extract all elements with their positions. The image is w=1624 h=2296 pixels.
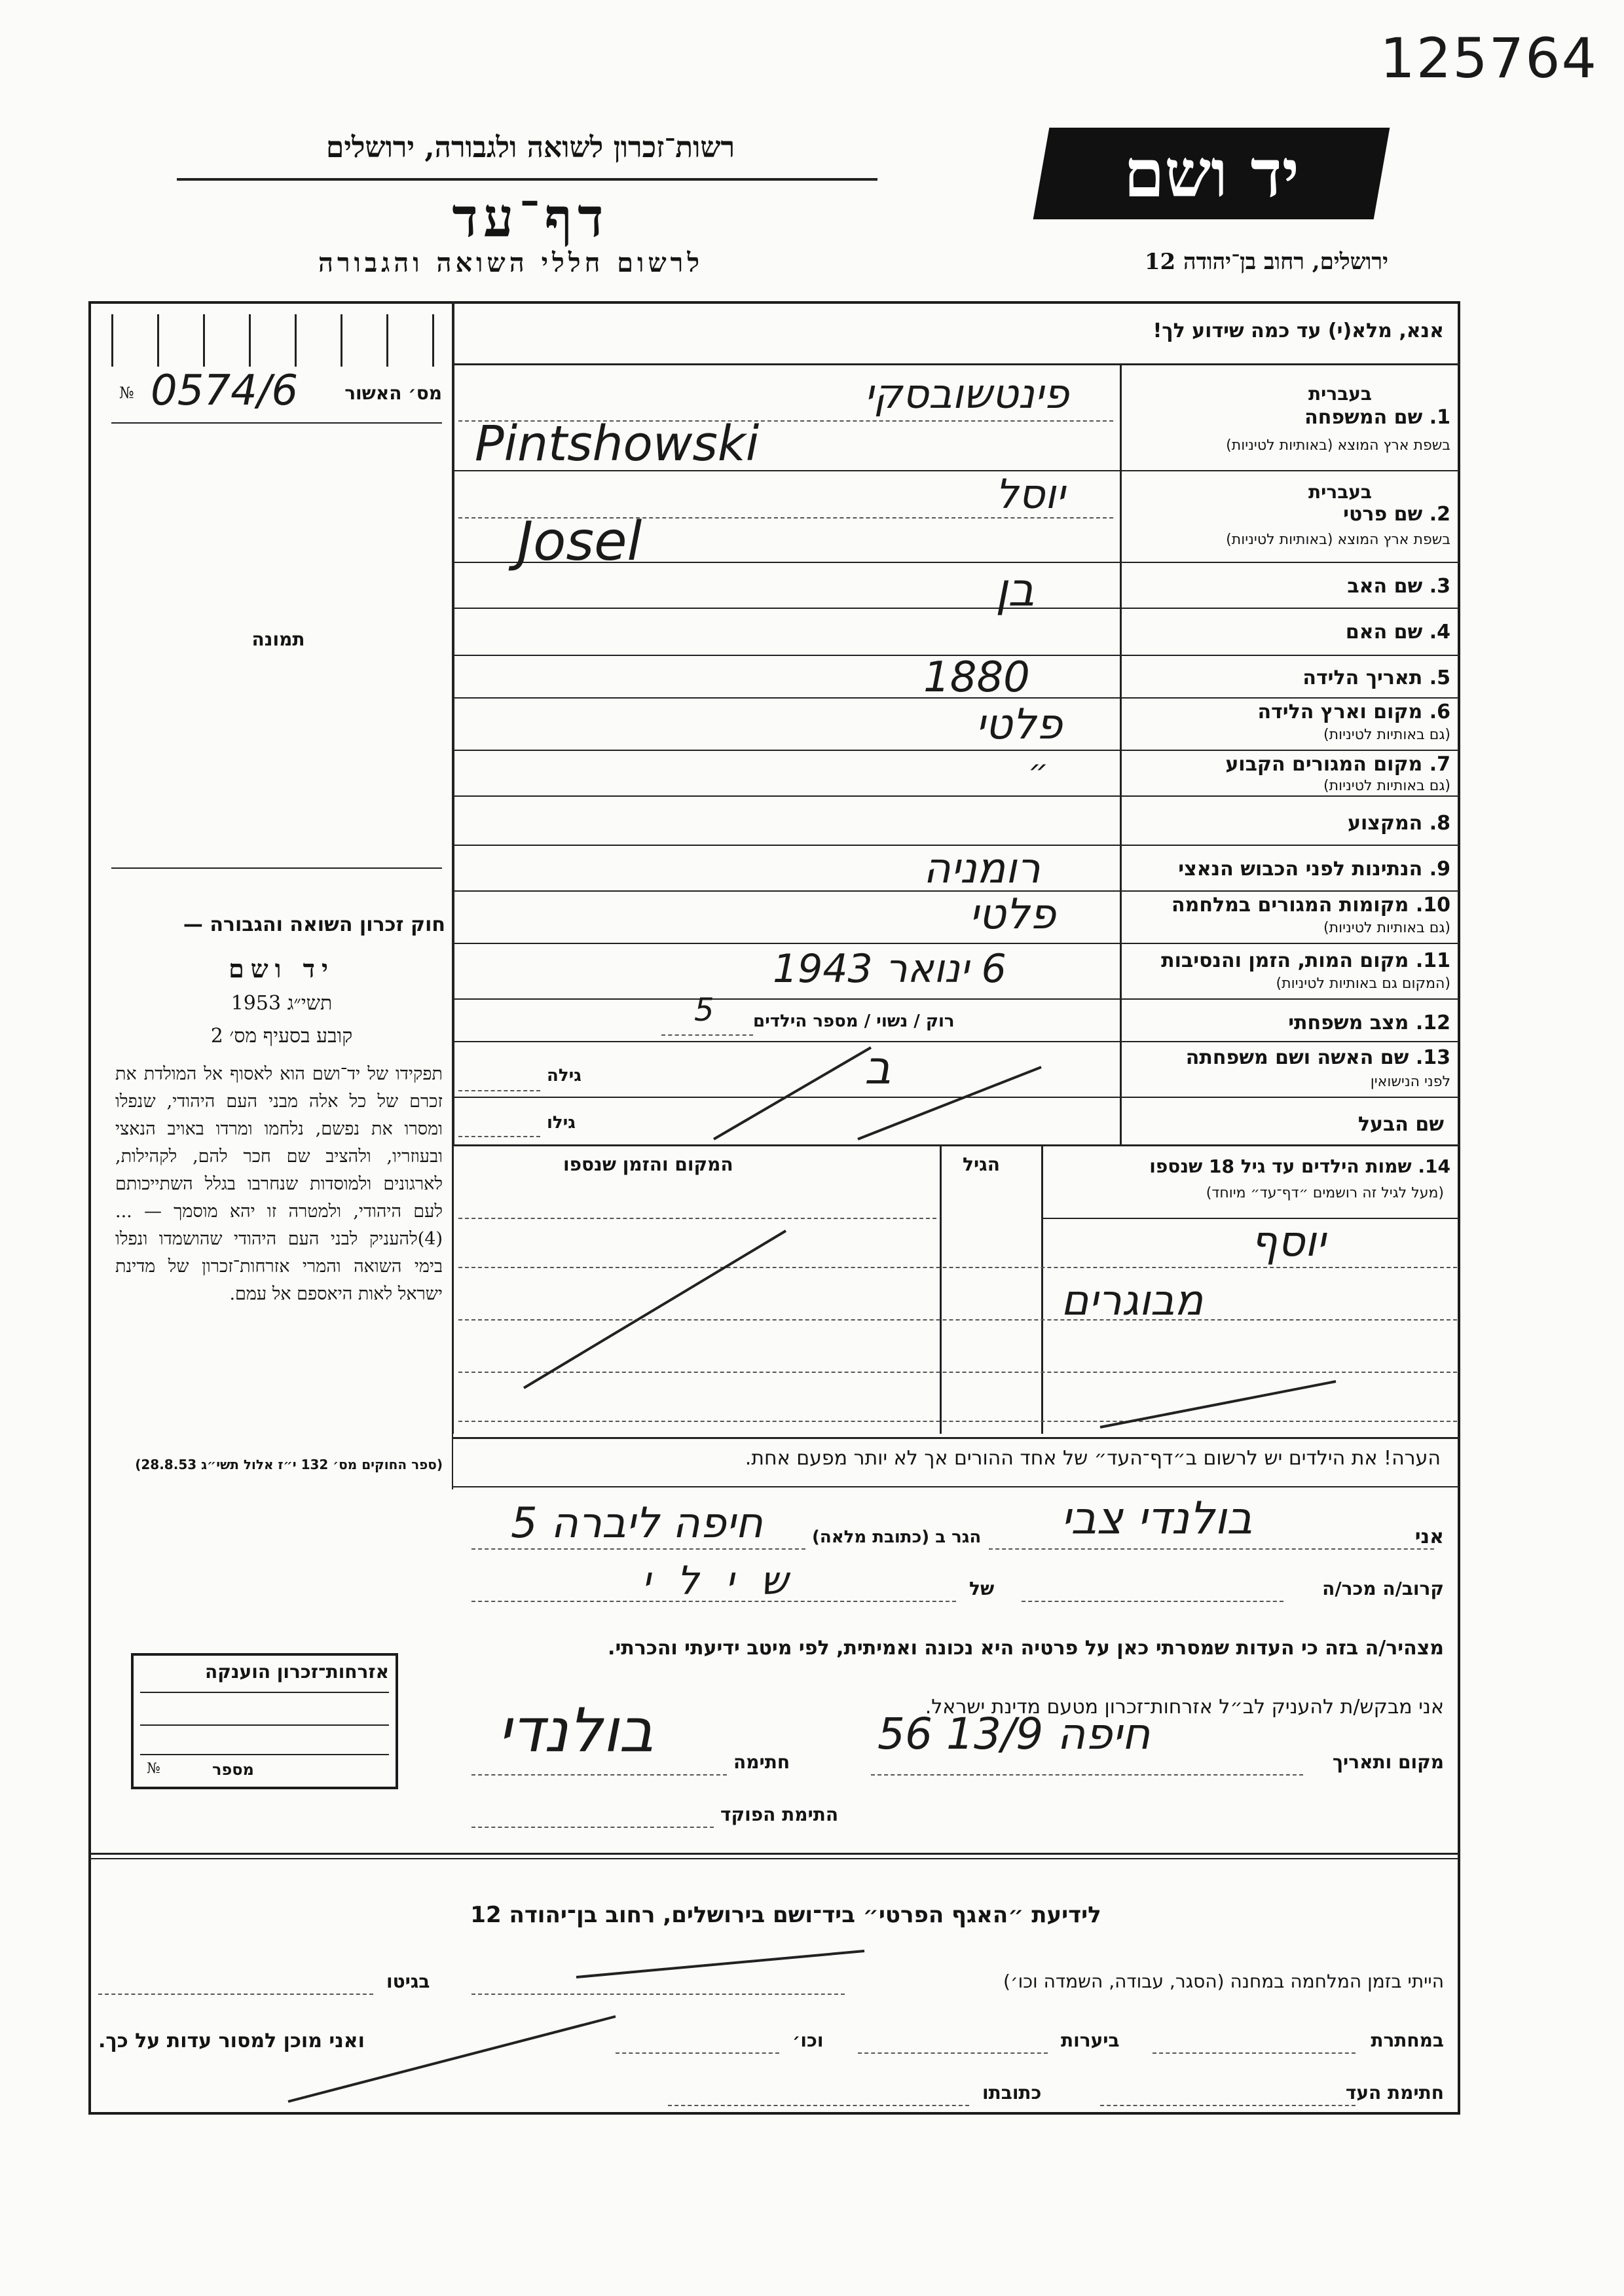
field-10-sub: (גם באותיות לטיניות) — [1323, 920, 1450, 936]
children-title: 14. שמות הילדים עד גיל 18 שנספו — [1149, 1156, 1450, 1177]
approval-row — [111, 367, 442, 419]
field-1-label: 1. שם המשפחה — [1304, 406, 1450, 429]
archive-number: 125764 — [1380, 26, 1598, 90]
citizenship-box — [131, 1653, 398, 1789]
ghetto-label: בגיטו — [386, 1971, 430, 1992]
place-column-label: המקום והזמן שנספו — [563, 1154, 733, 1175]
birth-place: פלטי — [976, 701, 1063, 749]
note-text: הערה! את הילדים יש לרשום ב״דף־העד״ של אחד ההורים אך לא יותר מפעם אחת. — [745, 1447, 1441, 1470]
photo-label: תמונה — [251, 629, 305, 650]
fighters-title: לידיעת ״האגף הפרטי״ ביד־ושם בירושלים, רחוב בן־יהודה 12 — [470, 1902, 1101, 1928]
husband-age-label: גילו — [547, 1113, 576, 1133]
field-11-sub: (המקום גם באותיות לטיניות) — [1276, 975, 1450, 992]
age-column-label: הגיל — [963, 1154, 1000, 1175]
underground-label: במחתרת — [1371, 2030, 1444, 2051]
field-6-sub: (גם באותיות לטיניות) — [1323, 727, 1450, 743]
field-6-label: 6. מקום וארץ הלידה — [1257, 701, 1450, 723]
hebrew-label-1: בעברית — [1308, 383, 1372, 405]
family-name-hebrew: פינטשובסקי — [864, 370, 1069, 418]
marital-options: רוק / נשוי / מספר הילדים — [753, 1011, 955, 1031]
intro-text: אנא, מלא(י) עד כמה שידוע לך! — [1153, 319, 1444, 342]
husband-label: שם הבעל — [1357, 1113, 1444, 1136]
law-year: תשי״ג 1953 — [231, 992, 333, 1015]
field-2-sub: בשפת ארץ המוצא (באותיות לטיניות) — [1226, 532, 1450, 548]
yad-vashem-logo — [1033, 128, 1390, 219]
family-name-latin: Pintshowski — [475, 416, 760, 472]
resides-label: הגר ב (כתובת מלאה) — [812, 1527, 982, 1547]
signature: בולנדי — [498, 1696, 654, 1766]
declarant-address: חיפה ליברה 5 — [511, 1499, 763, 1548]
child-entry-2: מבוגרים — [1061, 1277, 1204, 1325]
ready-label: ואני מוכן למסור עדות על כך. — [98, 2030, 365, 2052]
birth-date: 1880 — [923, 653, 1030, 702]
wartime-residence: פלטי — [969, 890, 1056, 939]
address-line: ירושלים, רחוב בן־יהודה 12 — [1144, 249, 1388, 275]
strike-lines-fighters — [275, 1938, 1192, 2108]
field-1-sub: בשפת ארץ המוצא (באותיות לטיניות) — [1226, 437, 1450, 454]
wife-name: ב — [864, 1041, 891, 1095]
form-subtitle: לרשום חללי השואה והגבורה — [318, 247, 704, 278]
approval-no-sign: № — [119, 384, 134, 402]
declaration-text: מצהיר/ה בזה כי העדות שמסרתי כאן על פרטיה היא נכונה ואמיתית, לפי מיטב ידיעתי והכרתי. — [608, 1637, 1444, 1660]
clerk-signature-label: התימת הפוקד — [720, 1804, 839, 1825]
residence: ״ — [1028, 753, 1048, 790]
law-source: (ספר החוקים מס׳ 132 י״ז אלול תשי״ג 28.8.53) — [135, 1457, 443, 1472]
field-7-label: 7. מקום המגורים הקבוע — [1225, 753, 1450, 776]
field-12-label: 12. מצב משפחתי — [1288, 1011, 1450, 1034]
citizenship-title: אזרחות־זכרון הוענקה — [205, 1661, 389, 1683]
relative-label: קרוב/ה מכר/ה — [1322, 1578, 1444, 1599]
field-4-label: 4. שם האם — [1345, 621, 1450, 644]
hebrew-label-2: בעברית — [1308, 481, 1372, 503]
forests-label: ביערות — [1061, 2030, 1120, 2051]
approval-number: 0574/6 — [151, 367, 299, 415]
place-date-value: חיפה 13/9 56 — [877, 1709, 1151, 1759]
strike-lines-marital — [688, 1041, 1054, 1146]
fighters-camp-line: הייתי בזמן המלחמה במחנה (הסגר, עבודה, השמדה וכו׳) — [1003, 1971, 1444, 1992]
field-2-label: 2. שם פרטי — [1343, 503, 1450, 526]
child-entry-1: יוסף — [1251, 1218, 1326, 1266]
children-sub: (מעל לגיל זה רושמים ״דף־עד״ מיוחד) — [1206, 1185, 1444, 1201]
request-text: אני מבקש/ת להעניק לב״ל אזרחות־זכרון מטעם מדינת ישראל. — [925, 1696, 1444, 1719]
first-name-latin: Josel — [517, 511, 642, 573]
witness-signature-label: חתימת העד — [1345, 2082, 1444, 2104]
signature-label: חתימה — [733, 1751, 790, 1773]
father-name: בן — [995, 563, 1035, 617]
declarant-name: בולנדי צבי — [1061, 1493, 1253, 1544]
death-details: 6 ינואר 1943 — [773, 946, 1006, 992]
citizenship-number-label: מספר — [212, 1760, 254, 1779]
field-5-label: 5. תאריך הלידה — [1302, 666, 1450, 689]
approval-label: מס׳ האשור — [344, 382, 442, 404]
field-7-sub: (גם באותיות לטיניות) — [1323, 778, 1450, 794]
field-8-label: 8. המקצוע — [1347, 812, 1450, 835]
witness-address-label: כתובתו — [982, 2082, 1042, 2104]
logo-lettering: יד ושם — [1124, 135, 1299, 212]
relative-value: שילי — [642, 1558, 815, 1604]
citizenship: רומניה — [923, 845, 1041, 893]
law-clause: קובע בסעיף מס׳ 2 — [210, 1025, 353, 1048]
strike-lines-children — [511, 1205, 1454, 1440]
law-text: תפקידו של יד־ושם הוא לאסוף אל המולדת את זכרם של כל אלה מבני העם היהודי, שנפלו ומסרו את נפשם, נלחמו ומרדו באויב הנאצי ובעוזריו, ולהציב שם חכר להם, לקהילות, לארגונים ולמוסדות שנחרבו בגלל השתייכותם לעם היהודי, ולמטרה זו יהא מוסמך — ...(4)להעניק לבני העם היהודי שהושמדו ונפלו בימי השואה והמרי אזרחות־זכרון של מדינת ישראל לאות היאספם אל עמם. — [115, 1064, 443, 1304]
declarant-ani: אני — [1414, 1525, 1444, 1548]
etc-label: וכו׳ — [792, 2030, 824, 2051]
of-label: של — [969, 1578, 995, 1599]
field-3-label: 3. שם האב — [1347, 575, 1450, 598]
citizenship-no-sign: № — [147, 1760, 160, 1777]
place-date-label: מקום ותאריך — [1332, 1751, 1444, 1773]
approval-ticks — [111, 314, 439, 367]
field-10-label: 10. מקומות המגורים במלחמה — [1172, 894, 1450, 917]
wife-age-label: גילה — [547, 1066, 581, 1085]
children-count: 5 — [694, 992, 714, 1029]
law-org: יד ושם — [229, 954, 335, 983]
form-title: דף־עד — [452, 187, 609, 249]
law-title: חוק זכרון השואה והגבורה — — [183, 913, 445, 936]
field-11-label: 11. מקום המות, הזמן והנסיבות — [1161, 949, 1450, 972]
field-13-sub: לפני הנישואין — [1370, 1074, 1450, 1090]
field-9-label: 9. הנתינות לפני הכבוש הנאצי — [1178, 858, 1450, 881]
field-13-label: 13. שם האשה ושם משפחתה — [1185, 1046, 1450, 1069]
law-box — [111, 913, 453, 1489]
authority-heading: רשות־זכרון לשואה ולגבורה, ירושלים — [325, 131, 735, 164]
first-name-hebrew: יוסל — [995, 470, 1065, 518]
